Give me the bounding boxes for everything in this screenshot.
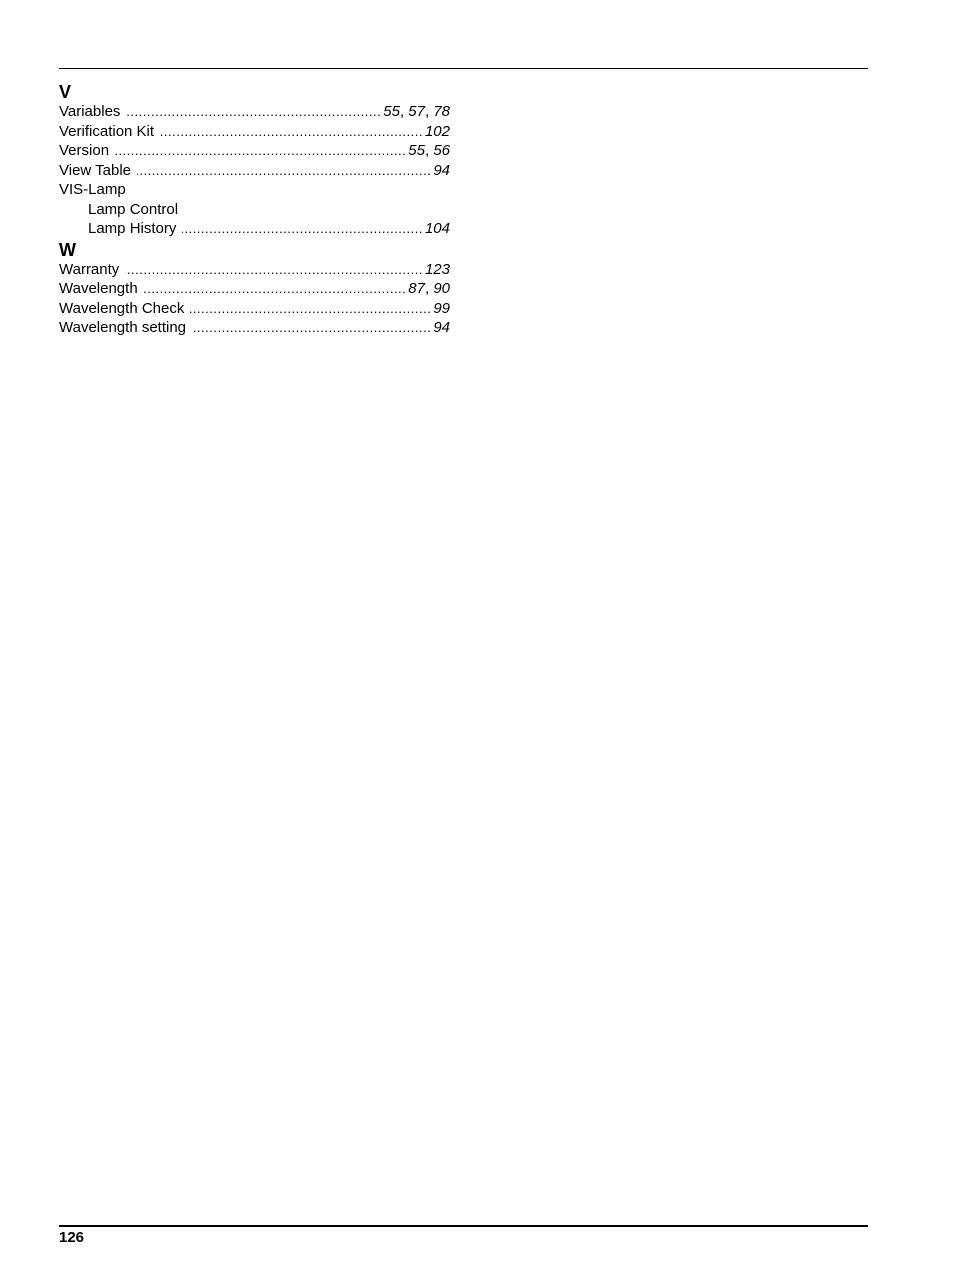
page-link[interactable]: 94 <box>433 319 450 336</box>
index-term: Wavelength setting <box>59 319 187 336</box>
index-term: Lamp Control <box>88 200 179 218</box>
index-entry-view-table[interactable] <box>59 161 450 181</box>
index-entry-wavelength[interactable] <box>59 279 450 299</box>
index-entry-variables[interactable] <box>59 102 450 122</box>
index-term: View Table <box>59 161 131 179</box>
dot-leader <box>137 161 431 181</box>
page-refs <box>431 299 450 319</box>
index-entry-verification-kit[interactable] <box>59 122 450 142</box>
index-term: Wavelength Check <box>59 299 185 317</box>
index-term: Lamp History <box>88 220 177 237</box>
dot-leader <box>182 219 423 239</box>
page-link[interactable]: 102 <box>424 122 450 140</box>
page-refs: 87, 90 <box>408 280 450 297</box>
index-entry-wavelength-setting[interactable] <box>59 318 450 338</box>
index-entry-wavelength-check[interactable] <box>59 299 450 319</box>
index-term: Wavelength <box>59 280 138 297</box>
page-refs: 55, 57, 78 <box>383 103 450 120</box>
index-term: Version <box>59 142 110 159</box>
section-letter-w: W <box>59 239 76 260</box>
dot-leader <box>126 102 381 122</box>
index-subentry-lamp-history[interactable] <box>59 219 450 239</box>
index-term: Verification Kit <box>59 122 155 140</box>
index-term: VIS-Lamp <box>59 181 126 198</box>
dot-leader <box>190 299 431 319</box>
page-refs <box>423 219 450 239</box>
page-refs <box>423 260 450 280</box>
index-term: Warranty <box>59 260 120 278</box>
page-link[interactable]: 55 <box>383 103 400 120</box>
dot-leader <box>115 141 406 161</box>
page-number: 126 <box>59 1229 85 1246</box>
page-refs <box>431 318 450 338</box>
page-link[interactable]: 90 <box>433 280 450 297</box>
index-entry-warranty[interactable] <box>59 260 450 280</box>
dot-leader <box>125 260 423 280</box>
dot-leader <box>160 122 423 142</box>
page-refs: 55, 56 <box>408 142 450 159</box>
index-column <box>59 81 450 338</box>
dot-leader <box>192 318 431 338</box>
page-refs <box>431 161 450 181</box>
page-link[interactable]: 78 <box>433 103 450 120</box>
index-entry-version[interactable] <box>59 141 450 161</box>
page-link[interactable]: 123 <box>424 260 450 278</box>
page-link[interactable]: 87 <box>408 280 425 297</box>
page-link[interactable]: 104 <box>424 220 450 237</box>
page-refs <box>423 122 450 142</box>
section-letter-v: V <box>59 82 72 102</box>
dot-leader <box>144 279 407 299</box>
footer-rule <box>59 1225 868 1227</box>
header-rule <box>59 68 868 69</box>
page-link[interactable]: 56 <box>433 142 450 159</box>
page-link[interactable]: 94 <box>433 161 450 179</box>
page-link[interactable]: 99 <box>433 299 450 317</box>
index-entry-vis-lamp <box>59 180 450 200</box>
index-term: Variables <box>59 103 121 120</box>
page-link[interactable]: 57 <box>408 103 425 120</box>
index-subentry-lamp-control <box>59 200 450 220</box>
page-link[interactable]: 55 <box>408 142 425 159</box>
